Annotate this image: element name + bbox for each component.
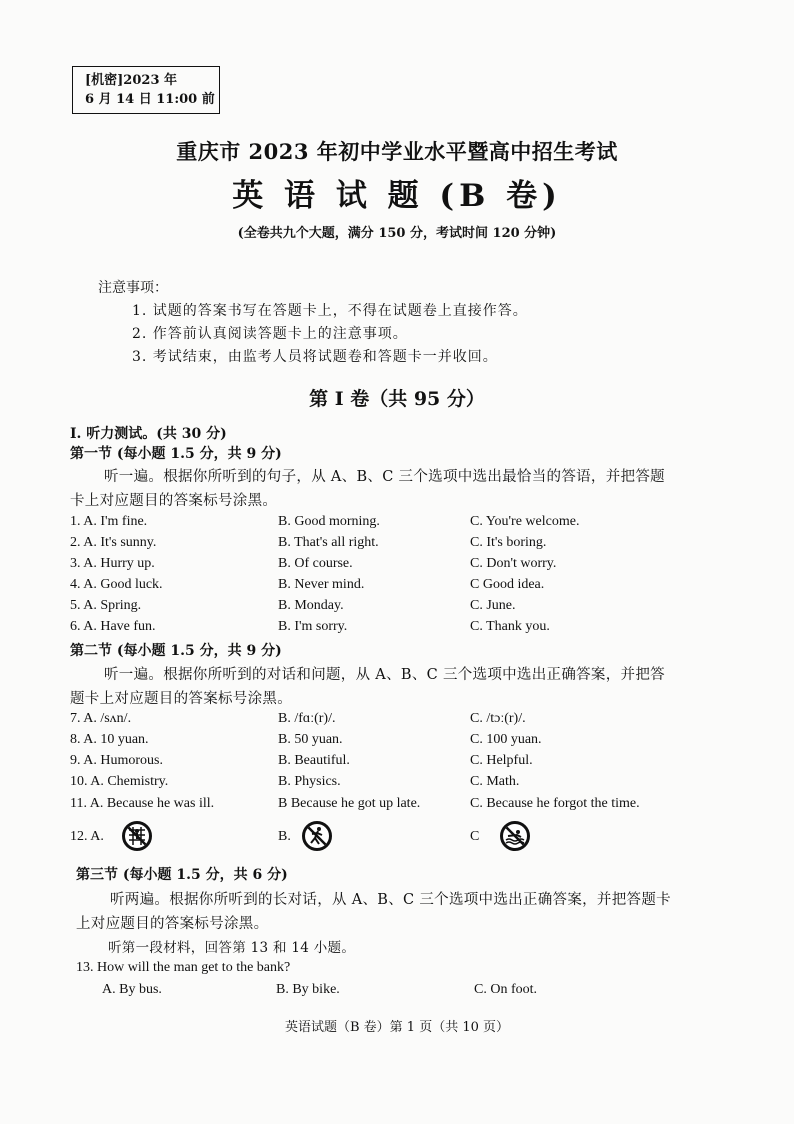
question-1-option-c: C. You're welcome.: [470, 514, 580, 529]
question-12-label: 12. A.: [70, 829, 104, 844]
section3-instruction: 听两遍。根据你所听到的长对话，从 A、B、C 三个选项中选出正确答案，并把答题卡: [110, 892, 671, 908]
page-footer: 英语试题（B 卷）第 1 页（共 10 页）: [284, 1020, 510, 1035]
question-13-option-c: C. On foot.: [474, 982, 537, 997]
question-3-option-b: B. Of course.: [278, 556, 353, 571]
question-8-option-c: C. 100 yuan.: [470, 732, 542, 747]
question-9-option-c: C. Helpful.: [470, 753, 533, 768]
section1-title: 第一节 (每小题 1.5 分，共 9 分): [70, 446, 282, 462]
section3-material-note: 听第一段材料，回答第 13 和 14 小题。: [108, 940, 356, 956]
exam-subtitle: 英 语 试 题 (B 卷): [232, 178, 562, 214]
question-5-option-a: 5. A. Spring.: [70, 598, 142, 613]
notice-item: 1. 试题的答案书写在答题卡上，不得在试题卷上直接作答。: [132, 303, 528, 319]
exam-info: (全卷共九个大题，满分 150 分，考试时间 120 分钟): [237, 226, 557, 241]
section3-instruction-cont: 上对应题目的答案标号涂黑。: [76, 916, 269, 932]
question-2-option-a: 2. A. It's sunny.: [70, 535, 157, 550]
section2-instruction: 听一遍。根据你所听到的对话和问题，从 A、B、C 三个选项中选出正确答案，并把答: [104, 667, 665, 683]
listening-title: I. 听力测试。(共 30 分): [70, 426, 227, 442]
question-13-option-a: A. By bus.: [102, 982, 162, 997]
no-running-sign-icon: [302, 821, 332, 851]
exam-title: 重庆市 2023 年初中学业水平暨高中招生考试: [176, 139, 618, 164]
question-11-option-b: B Because he got up late.: [278, 796, 421, 811]
confidential-stamp: [72, 66, 220, 114]
notice-title: 注意事项：: [98, 280, 168, 296]
stamp-line-1: [机密]2023 年: [85, 73, 178, 88]
question-6-option-b: B. I'm sorry.: [278, 619, 348, 634]
question-8-option-a: 8. A. 10 yuan.: [70, 732, 149, 747]
question-9-option-b: B. Beautiful.: [278, 753, 350, 768]
question-7-option-c: C. /tɔː(r)/.: [470, 711, 526, 726]
section2-instruction-cont: 题卡上对应题目的答案标号涂黑。: [70, 691, 292, 707]
question-11-option-a: 11. A. Because he was ill.: [70, 796, 215, 811]
notice-item: 3. 考试结束，由监考人员将试题卷和答题卡一并收回。: [132, 349, 498, 365]
no-climbing-sign-icon: [122, 821, 152, 851]
question-13-option-b: B. By bike.: [276, 982, 340, 997]
question-13-stem: 13. How will the man get to the bank?: [76, 960, 291, 975]
question-5-option-c: C. June.: [470, 598, 516, 613]
question-4-option-a: 4. A. Good luck.: [70, 577, 163, 592]
question-10-option-b: B. Physics.: [278, 774, 341, 789]
stamp-line-2: 6 月 14 日 11:00 前: [85, 92, 215, 107]
question-2-option-b: B. That's all right.: [278, 535, 379, 550]
question-12-option-c-label: C: [470, 829, 480, 844]
part-title: 第 I 卷（共 95 分）: [309, 388, 485, 410]
question-4-option-c: C Good idea.: [470, 577, 545, 592]
section1-instruction: 听一遍。根据你所听到的句子，从 A、B、C 三个选项中选出最恰当的答语，并把答题: [104, 469, 665, 485]
question-5-option-b: B. Monday.: [278, 598, 344, 613]
section2-title: 第二节 (每小题 1.5 分，共 9 分): [70, 643, 282, 659]
question-9-option-a: 9. A. Humorous.: [70, 753, 163, 768]
question-10-option-a: 10. A. Chemistry.: [70, 774, 169, 789]
question-1-option-b: B. Good morning.: [278, 514, 380, 529]
question-4-option-b: B. Never mind.: [278, 577, 365, 592]
question-7-option-a: 7. A. /sʌn/.: [70, 711, 132, 726]
question-6-option-a: 6. A. Have fun.: [70, 619, 156, 634]
question-10-option-c: C. Math.: [470, 774, 520, 789]
section3-title: 第三节 (每小题 1.5 分，共 6 分): [76, 867, 288, 883]
notice-item: 2. 作答前认真阅读答题卡上的注意事项。: [132, 326, 408, 342]
question-3-option-a: 3. A. Hurry up.: [70, 556, 155, 571]
question-7-option-b: B. /fɑː(r)/.: [278, 711, 336, 726]
question-12-option-b-label: B.: [278, 829, 291, 844]
question-1-option-a: 1. A. I'm fine.: [70, 514, 148, 529]
no-swimming-sign-icon: [500, 821, 530, 851]
question-3-option-c: C. Don't worry.: [470, 556, 557, 571]
question-11-option-c: C. Because he forgot the time.: [470, 796, 640, 811]
question-2-option-c: C. It's boring.: [470, 535, 547, 550]
question-6-option-c: C. Thank you.: [470, 619, 550, 634]
question-8-option-b: B. 50 yuan.: [278, 732, 343, 747]
section1-instruction-cont: 卡上对应题目的答案标号涂黑。: [70, 493, 278, 509]
